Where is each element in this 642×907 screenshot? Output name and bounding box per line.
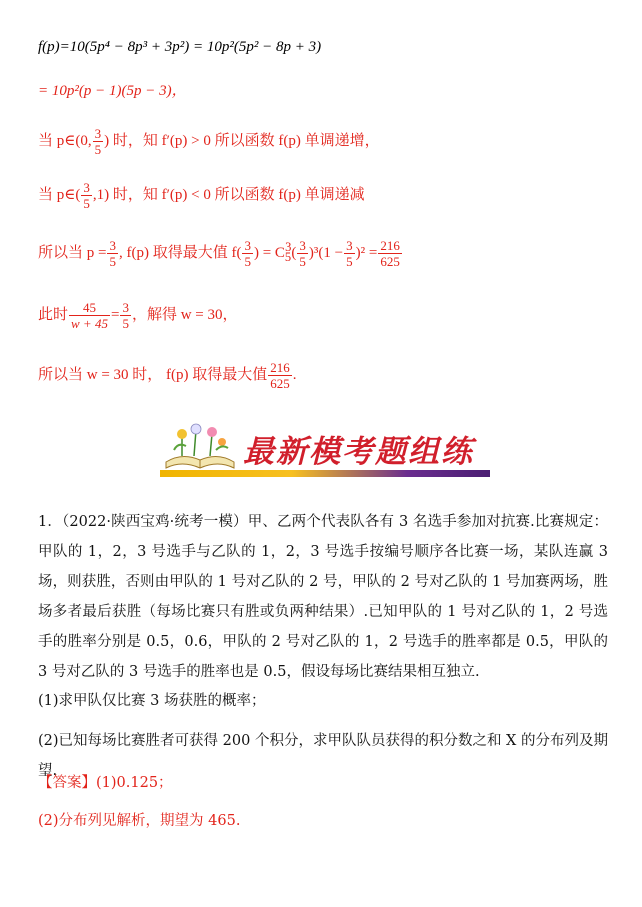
fraction: $\frac{3}{5}$: [244, 238, 251, 270]
answer-1: 【答案】(1)0.125；: [38, 775, 173, 791]
derivation-text: 当 p∈(0,: [38, 132, 92, 149]
derivation-text: f(p)=10(5p⁴ − 8p³ + 3p²) = 10p²(5p² − 8p + 3): [38, 39, 322, 55]
question-1: (1)求甲队仅比赛 3 场获胜的概率；: [38, 693, 266, 709]
banner-underline: [160, 470, 490, 477]
fraction: $\frac{216}{625}$: [270, 360, 290, 391]
fraction: $\frac{3}{5}$: [94, 126, 102, 157]
derivation-line-7: 所以当 w = 30 时， f(p) 取得最大值 $\frac{216}{625}$ .: [38, 360, 297, 391]
derivation-text: ,1) 时，知 f′(p) < 0 所以函数 f(p) 单调递减: [92, 186, 365, 203]
fraction: $\frac{216}{625}$: [380, 238, 400, 270]
derivation-line-1: [38, 38, 321, 56]
banner-title: 最新模考题组练: [243, 434, 474, 470]
section-banner: [160, 422, 490, 482]
derivation-line-5: 所以当 p = $\frac{3}{5}$ , f(p) 取得最大值 f( $\frac{3}{5}$ ) = $C_5^3$( $\frac{3}{5}$ )³(1 − $\frac{3}{5}$ )² = $\frac{216}{625}$: [38, 238, 400, 270]
derivation-line-2: [38, 82, 187, 100]
question-2: (2)已知每场比赛胜者可获得 200 个积分，求甲队队员获得的积分数之和 X 的分布列及期望.: [38, 733, 608, 779]
derivation-text: = 10p²(p − 1)(5p − 3)，: [38, 83, 187, 99]
fraction: $\frac{3}{5}$: [109, 238, 116, 270]
derivation-text: 当 p∈(: [38, 186, 81, 203]
derivation-line-6: 此时 $\frac{45}{w + 45}$ = $\frac{3}{5}$ ，解得 w = 30，: [38, 300, 238, 331]
fraction: $\frac{3}{5}$: [122, 300, 129, 331]
problem-text: 1．（2022·陕西宝鸡·统考一模）甲、乙两个代表队各有 3 名选手参加对抗赛.比赛规定：甲队的 1，2，3 号选手与乙队的 1，2，3 号选手按编号顺序各比赛一场，某队连赢 3 场，则获胜，否则由甲队的 1 号对乙队的 2 号，甲队的 2 号对乙队的 1 号加赛两场，胜场多者最后获胜（每场比赛只有胜或负两种结果）.已知甲队的 1 号对乙队的 1，2 号选手的胜率分别是 0.5，0.6，甲队的 2 号对乙队的 1，2 号选手的胜率都是 0.5，甲队的 3 号对乙队的 3 号选手的胜率也是 0.5，假设每场比赛结果相互独立.: [38, 514, 608, 680]
fraction: $\frac{3}{5}$: [299, 238, 306, 270]
fraction: $\frac{3}{5}$: [83, 180, 90, 211]
book-flower-icon: [160, 422, 240, 472]
fraction: $\frac{45}{w + 45}$: [71, 300, 108, 331]
derivation-text: ) 时，知 f′(p) > 0 所以函数 f(p) 单调递增，: [104, 132, 380, 149]
fraction: $\frac{3}{5}$: [346, 238, 353, 270]
answer-2: (2)分布列见解析，期望为 465.: [38, 813, 241, 829]
derivation-line-4: [38, 180, 365, 211]
derivation-line-3: [38, 126, 380, 157]
